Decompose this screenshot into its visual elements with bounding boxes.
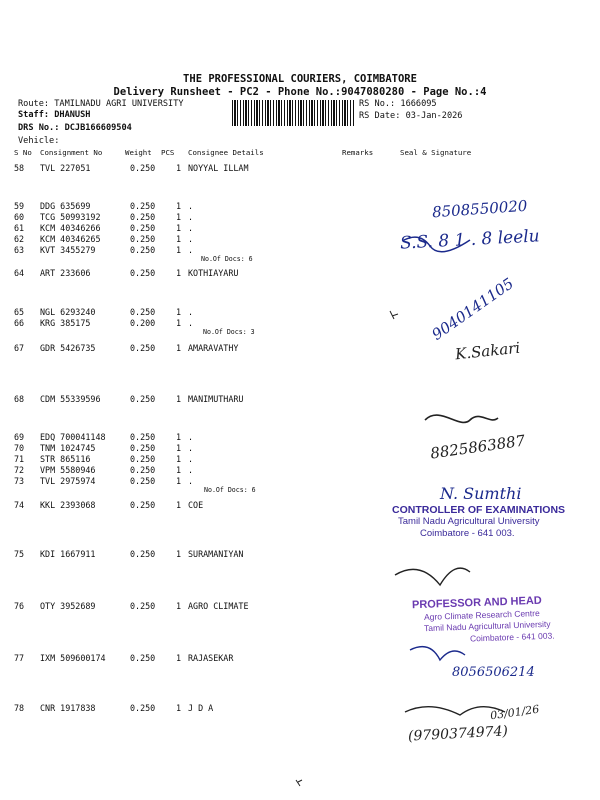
row-pcs: 1 <box>176 601 182 611</box>
row-consignee: . <box>188 432 194 442</box>
row-pcs: 1 <box>176 212 182 222</box>
row-sno: 78 <box>14 703 25 713</box>
doc-count: No.Of Docs: 3 <box>203 328 255 336</box>
col-header-consignee: Consignee Details <box>188 148 264 157</box>
stamp-professor-city: Coimbatore - 641 003. <box>469 630 555 644</box>
row-weight: 0.250 <box>130 212 156 222</box>
row-sno: 63 <box>14 245 25 255</box>
row-consignee: NOYYAL ILLAM <box>188 163 249 173</box>
row-consignee: . <box>188 443 194 453</box>
row-pcs: 1 <box>176 476 182 486</box>
document-title: THE PROFESSIONAL COURIERS, COIMBATORE <box>183 73 417 85</box>
signature-stroke <box>410 647 465 660</box>
row-pcs: 1 <box>176 307 182 317</box>
row-consignee: . <box>188 454 194 464</box>
col-header-sno: S No <box>14 148 32 157</box>
row-consignee: . <box>188 465 194 475</box>
row-sno: 60 <box>14 212 25 222</box>
row-weight: 0.250 <box>130 234 156 244</box>
row-pcs: 1 <box>176 201 182 211</box>
signature-stroke <box>425 415 498 422</box>
row-weight: 0.250 <box>130 394 156 404</box>
row-pcs: 1 <box>176 394 182 404</box>
col-header-seal: Seal & Signature <box>400 148 472 157</box>
row-consignment: CDM 55339596 <box>40 394 101 404</box>
tick-mark <box>390 311 398 319</box>
row-pcs: 1 <box>176 223 182 233</box>
row-weight: 0.250 <box>130 476 156 486</box>
row-consignment: DDG 635699 <box>40 201 91 211</box>
row-weight: 0.250 <box>130 223 156 233</box>
row-sno: 76 <box>14 601 25 611</box>
row-pcs: 1 <box>176 234 182 244</box>
row-consignee: . <box>188 234 194 244</box>
row-sno: 59 <box>14 201 25 211</box>
handwritten-date: 03/01/26 <box>489 702 541 723</box>
stamp-professor-centre: Agro Climate Research Centre <box>423 607 540 623</box>
col-header-remarks: Remarks <box>342 148 374 157</box>
row-pcs: 1 <box>176 432 182 442</box>
row-consignment: ART 233606 <box>40 268 91 278</box>
row-weight: 0.250 <box>130 443 156 453</box>
stamp-professor-university: Tamil Nadu Agricultural University <box>423 618 551 634</box>
stamp-professor-title: PROFESSOR AND HEAD <box>411 594 542 612</box>
row-consignee: . <box>188 245 194 255</box>
row-pcs: 1 <box>176 318 182 328</box>
row-consignment: IXM 509600174 <box>40 653 106 663</box>
row-pcs: 1 <box>176 454 182 464</box>
row-pcs: 1 <box>176 245 182 255</box>
row-sno: 77 <box>14 653 25 663</box>
row-consignment: TNM 1024745 <box>40 443 96 453</box>
rs-number: RS No.: 1666095 <box>359 99 437 109</box>
row-consignment: CNR 1917838 <box>40 703 96 713</box>
row-weight: 0.250 <box>130 465 156 475</box>
route-text: Route: TAMILNADU AGRI UNIVERSITY <box>18 99 184 109</box>
stamp-coe-university: Tamil Nadu Agricultural University <box>398 516 540 527</box>
row-consignment: NGL 6293240 <box>40 307 96 317</box>
row-consignment: KVT 3455279 <box>40 245 96 255</box>
row-weight: 0.250 <box>130 549 156 559</box>
col-header-consignment: Consignment No <box>40 148 103 157</box>
row-weight: 0.250 <box>130 601 156 611</box>
row-consignee: . <box>188 476 194 486</box>
handwritten-phone: 8508550020 <box>431 196 528 222</box>
row-weight: 0.250 <box>130 432 156 442</box>
row-pcs: 1 <box>176 500 182 510</box>
doc-count: No.Of Docs: 6 <box>204 486 256 494</box>
doc-count: No.Of Docs: 6 <box>201 255 253 263</box>
row-consignment: TCG 50993192 <box>40 212 101 222</box>
row-weight: 0.250 <box>130 653 156 663</box>
row-consignment: KCM 40346266 <box>40 223 101 233</box>
col-header-pcs: PCS <box>161 148 175 157</box>
row-sno: 66 <box>14 318 25 328</box>
row-sno: 61 <box>14 223 25 233</box>
stamp-coe-title: CONTROLLER OF EXAMINATIONS <box>392 504 566 516</box>
staff-text: Staff: DHANUSH <box>18 110 91 120</box>
row-consignee: KOTHIAYARU <box>188 268 239 278</box>
row-pcs: 1 <box>176 703 182 713</box>
document-subtitle: Delivery Runsheet - PC2 - Phone No.:9047080280 - Page No.:4 <box>113 86 487 98</box>
row-pcs: 1 <box>176 465 182 475</box>
row-sno: 68 <box>14 394 25 404</box>
handwritten-signature: N. Sumthi <box>440 484 522 503</box>
rs-date: RS Date: 03-Jan-2026 <box>359 111 463 121</box>
row-pcs: 1 <box>176 549 182 559</box>
row-sno: 67 <box>14 343 25 353</box>
row-consignee: J D A <box>188 703 214 713</box>
row-sno: 65 <box>14 307 25 317</box>
drs-number: DRS No.: DCJB166609504 <box>18 123 132 133</box>
row-sno: 58 <box>14 163 25 173</box>
row-sno: 62 <box>14 234 25 244</box>
row-weight: 0.250 <box>130 703 156 713</box>
row-weight: 0.200 <box>130 318 156 328</box>
row-consignment: OTY 3952689 <box>40 601 96 611</box>
row-consignee: SURAMANIYAN <box>188 549 244 559</box>
row-consignment: GDR 5426735 <box>40 343 96 353</box>
row-consignment: KDI 1667911 <box>40 549 96 559</box>
row-pcs: 1 <box>176 163 182 173</box>
row-consignee: COE <box>188 500 204 510</box>
row-consignee: . <box>188 318 194 328</box>
row-weight: 0.250 <box>130 454 156 464</box>
col-header-weight: Weight <box>125 148 152 157</box>
row-sno: 64 <box>14 268 25 278</box>
row-pcs: 1 <box>176 653 182 663</box>
row-sno: 72 <box>14 465 25 475</box>
row-consignee: . <box>188 223 194 233</box>
handwritten-phone: 8056506214 <box>452 665 535 680</box>
row-weight: 0.250 <box>130 201 156 211</box>
row-consignment: TVL 227051 <box>40 163 91 173</box>
row-consignee: MANIMUTHARU <box>188 394 244 404</box>
row-consignee: AMARAVATHY <box>188 343 239 353</box>
row-consignment: KCM 40346265 <box>40 234 101 244</box>
handwritten-signature: K.Sakari <box>454 338 521 364</box>
row-weight: 0.250 <box>130 163 156 173</box>
row-consignment: TVL 2975974 <box>40 476 96 486</box>
row-weight: 0.250 <box>130 343 156 353</box>
row-weight: 0.250 <box>130 500 156 510</box>
row-consignment: KKL 2393068 <box>40 500 96 510</box>
signature-stroke <box>395 568 470 585</box>
row-sno: 70 <box>14 443 25 453</box>
row-weight: 0.250 <box>130 307 156 317</box>
row-consignment: EDQ 700041148 <box>40 432 106 442</box>
row-pcs: 1 <box>176 268 182 278</box>
handwritten-signature: S.S. 8 1 . 8 leelu <box>399 226 541 254</box>
row-sno: 73 <box>14 476 25 486</box>
row-consignee: . <box>188 201 194 211</box>
row-consignment: VPM 5580946 <box>40 465 96 475</box>
row-sno: 74 <box>14 500 25 510</box>
row-consignment: STR 865116 <box>40 454 91 464</box>
row-consignee: . <box>188 307 194 317</box>
stamp-coe-city: Coimbatore - 641 003. <box>420 528 515 539</box>
row-sno: 69 <box>14 432 25 442</box>
stray-mark <box>296 780 302 786</box>
barcode <box>232 100 354 126</box>
handwritten-phone-bracketed: (9790374974) <box>407 723 509 745</box>
row-pcs: 1 <box>176 443 182 453</box>
row-weight: 0.250 <box>130 268 156 278</box>
row-consignee: AGRO CLIMATE <box>188 601 249 611</box>
row-consignee: RAJASEKAR <box>188 653 234 663</box>
row-pcs: 1 <box>176 343 182 353</box>
handwritten-phone: 9040141105 <box>428 274 517 344</box>
row-weight: 0.250 <box>130 245 156 255</box>
handwritten-phone: 8825863887 <box>429 431 527 463</box>
vehicle-text: Vehicle: <box>18 136 60 146</box>
row-sno: 71 <box>14 454 25 464</box>
row-consignment: KRG 385175 <box>40 318 91 328</box>
row-sno: 75 <box>14 549 25 559</box>
row-consignee: . <box>188 212 194 222</box>
